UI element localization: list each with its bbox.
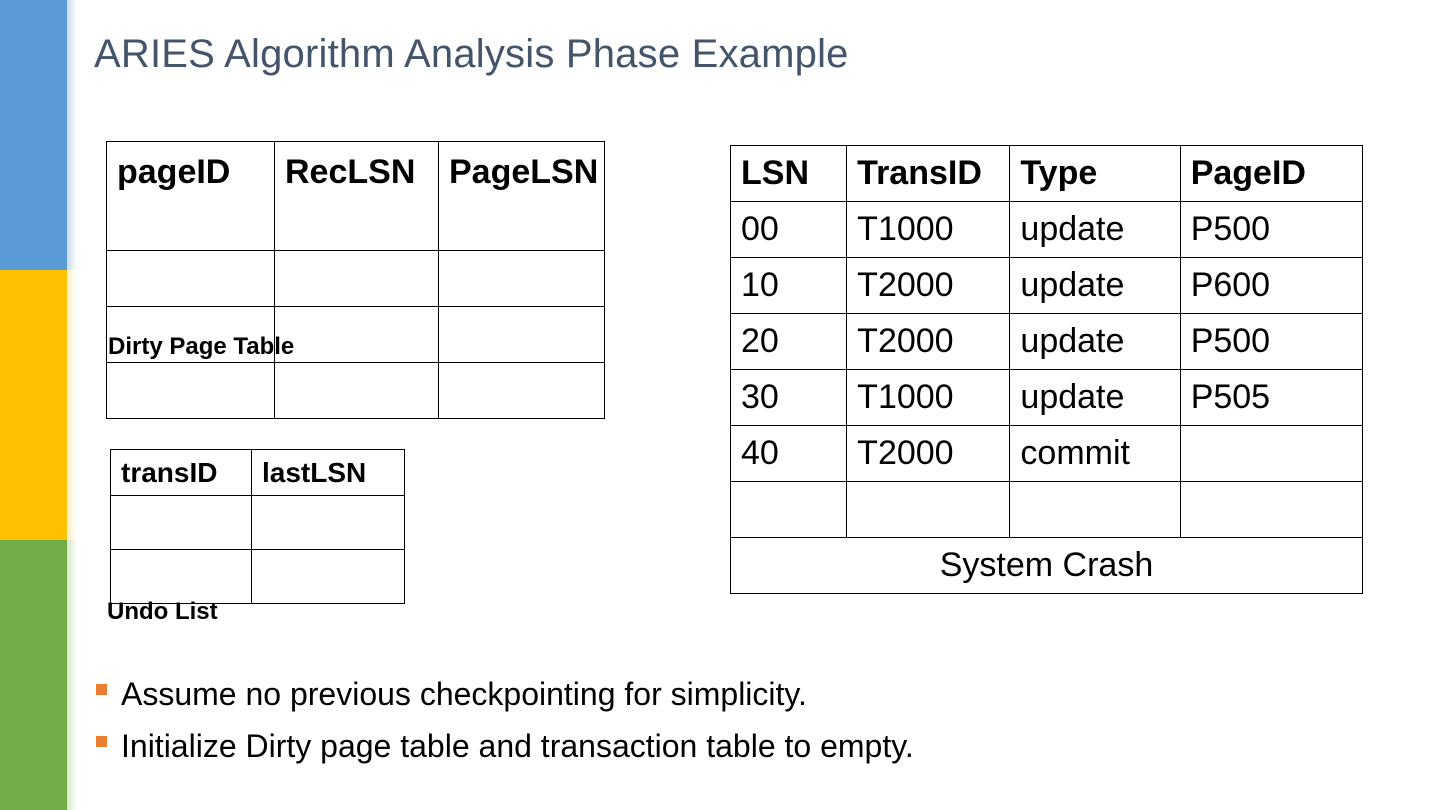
band-fade-blue [67, 0, 77, 270]
table-row [731, 482, 1363, 538]
log-table [730, 145, 1363, 594]
table-cell: update [1010, 314, 1180, 370]
table-cell: T1000 [847, 370, 1010, 426]
bullet-text: Initialize Dirty page table and transaction table to empty. [121, 728, 914, 764]
table-cell [107, 363, 275, 419]
table-cell [439, 363, 605, 419]
table-cell [275, 307, 439, 363]
table-row [107, 363, 605, 419]
table-cell: 30 [731, 370, 847, 426]
log-header-lsn: LSN [731, 146, 847, 202]
undo-header-row [111, 450, 405, 496]
table-row [111, 496, 405, 550]
log-header-row [731, 146, 1363, 202]
table-row [111, 550, 405, 604]
table-cell [252, 496, 405, 550]
table-cell [111, 496, 252, 550]
table-cell [1180, 482, 1362, 538]
table-cell [252, 550, 405, 604]
table-row [731, 258, 1363, 314]
dpt-header-pageid: pageID [107, 142, 275, 251]
table-cell [275, 363, 439, 419]
table-cell [1010, 482, 1180, 538]
band-fade-green [67, 540, 77, 810]
bullet-list [96, 668, 914, 772]
table-cell [439, 307, 605, 363]
table-cell [439, 251, 605, 307]
dpt-header-row [107, 142, 605, 251]
dpt-header-pagelsn: PageLSN [439, 142, 605, 251]
table-row [107, 251, 605, 307]
undo-list-table [110, 449, 405, 604]
undo-list-caption: Undo List [107, 598, 218, 625]
table-cell: update [1010, 258, 1180, 314]
table-cell: T2000 [847, 426, 1010, 482]
band-fade-yellow [67, 270, 77, 540]
bullet-text: Assume no previous checkpointing for simplicity. [121, 676, 807, 712]
bullet-square-icon [96, 684, 107, 695]
log-footer-row [731, 538, 1363, 594]
system-crash-label: System Crash [731, 538, 1363, 594]
slide-title: ARIES Algorithm Analysis Phase Example [94, 32, 849, 76]
table-row [731, 314, 1363, 370]
band-green [0, 540, 67, 810]
log-header-pageid: PageID [1180, 146, 1362, 202]
band-blue [0, 0, 67, 270]
table-cell [107, 251, 275, 307]
table-cell [847, 482, 1010, 538]
table-row [731, 426, 1363, 482]
undo-header-lastlsn: lastLSN [252, 450, 405, 496]
table-cell: P600 [1180, 258, 1362, 314]
table-row [731, 370, 1363, 426]
table-cell: 00 [731, 202, 847, 258]
table-cell: update [1010, 370, 1180, 426]
bullet-item [96, 668, 914, 720]
table-cell: P500 [1180, 314, 1362, 370]
table-cell [731, 482, 847, 538]
undo-header-transid: transID [111, 450, 252, 496]
table-cell: T2000 [847, 258, 1010, 314]
band-yellow [0, 270, 67, 540]
table-cell [111, 550, 252, 604]
dpt-header-reclsn: RecLSN [275, 142, 439, 251]
log-header-transid: TransID [847, 146, 1010, 202]
dirty-page-table [106, 141, 605, 419]
bullet-square-icon [96, 736, 107, 747]
table-row [731, 202, 1363, 258]
table-cell: P505 [1180, 370, 1362, 426]
bullet-item [96, 720, 914, 772]
dirty-page-table-caption: Dirty Page Table [108, 333, 295, 360]
table-cell: 10 [731, 258, 847, 314]
table-cell: commit [1010, 426, 1180, 482]
table-cell: 40 [731, 426, 847, 482]
table-cell: T2000 [847, 314, 1010, 370]
table-cell: 20 [731, 314, 847, 370]
table-cell [1180, 426, 1362, 482]
table-cell [275, 251, 439, 307]
table-cell: T1000 [847, 202, 1010, 258]
table-cell: update [1010, 202, 1180, 258]
table-cell: P500 [1180, 202, 1362, 258]
log-header-type: Type [1010, 146, 1180, 202]
